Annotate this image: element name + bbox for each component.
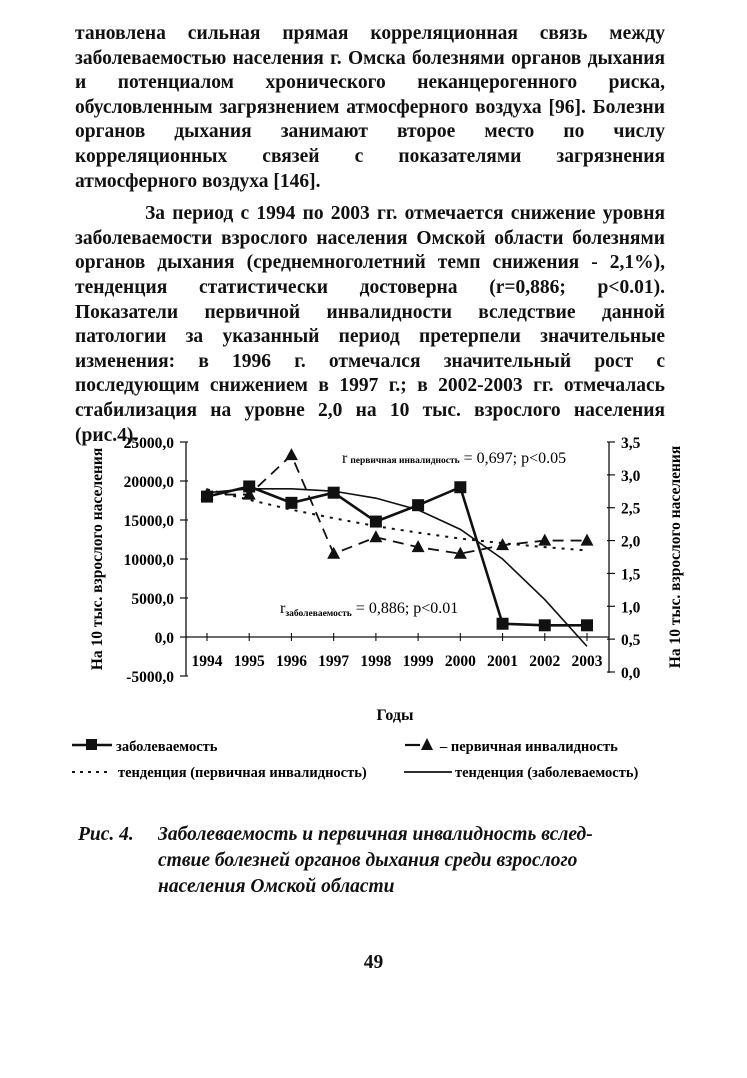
- morbidity-point: [412, 499, 424, 511]
- annotation-r-disability: rпервичная инвалидность = 0,697; p<0.05: [342, 450, 567, 467]
- disability-point: [581, 534, 594, 546]
- figure-chart: [0, 425, 747, 820]
- x-tick-label: 1994: [191, 653, 223, 670]
- legend-trend-disability-label: тенденция (первичная инвалидность): [118, 765, 367, 781]
- disability-point: [369, 530, 382, 542]
- paragraph-2: За период с 1994 по 2003 гг. отмечается снижение уровня заболеваемости взрослого населения Омской области болезнями органов дыхания (среднемноголетний темп снижения - 2,1%), тенденция статистически достоверна (r=0,886; p<0.01). Показатели первичной инвалидности вследствие данной патологии за указанный период претерпели значительные изменения: в 1996 г. отмечался значительный рост с последующим снижением в 1997 г.; в 2002-2003 гг. отмечалась стабилизация на уровне 2,0 на 10 тыс. взрослого населения (рис.4).: [75, 203, 665, 446]
- x-tick-label: 1998: [360, 653, 392, 670]
- right-tick-label: 0,5: [621, 632, 641, 650]
- x-tick-label: 1999: [402, 653, 434, 670]
- left-tick-label: 15000,0: [123, 513, 174, 530]
- x-tick-label: 2002: [529, 653, 561, 670]
- left-tick-label: 0,0: [154, 630, 174, 647]
- y-axis-title-left: На 10 тыс. взрослого населения: [89, 447, 106, 671]
- morbidity-point: [539, 619, 551, 631]
- x-tick-label: 1997: [318, 653, 350, 670]
- right-tick-label: 3,5: [621, 435, 641, 452]
- morbidity-point: [370, 516, 382, 528]
- legend-morbidity-label: заболеваемость: [116, 739, 218, 755]
- x-tick-label: 1995: [233, 653, 265, 670]
- left-tick-label: 5000,0: [131, 591, 174, 608]
- x-tick-label: 1996: [275, 653, 307, 670]
- morbidity-point: [328, 487, 340, 499]
- morbidity-point: [454, 481, 466, 493]
- disability-point: [538, 534, 551, 546]
- right-tick-label: 2,5: [621, 500, 641, 518]
- x-tick-label: 2000: [444, 653, 476, 670]
- morbidity-point: [285, 497, 297, 509]
- right-tick-label: 1,0: [621, 599, 641, 617]
- trend-disability-line: [207, 489, 587, 550]
- x-tick-label: 2003: [571, 653, 603, 670]
- legend-morbidity-marker: [86, 739, 97, 750]
- legend-trend-morbidity-label: тенденция (заболеваемость): [455, 765, 639, 781]
- right-tick-label: 2,0: [621, 533, 641, 551]
- legend-disability-label: – первичная инвалидность: [440, 739, 618, 755]
- right-tick-label: 1,5: [621, 566, 641, 584]
- paragraph-1: тановлена сильная прямая корреляционная связь между заболеваемостью населения г. Омска болезнями органов дыхания и потенциалом хронического неканцерогенного риска, обусловленным загрязнением атмосферного воздуха [96]. Болезни органов дыхания занимают второе место по числу корреляционных связей с показателями загрязнения атмосферного воздуха [146].: [75, 23, 665, 192]
- legend-disability-marker: [421, 738, 433, 750]
- body-text: [75, 22, 665, 448]
- figure-caption: [78, 822, 668, 900]
- disability-point: [285, 448, 298, 460]
- left-tick-label: 25000,0: [123, 435, 174, 452]
- annotation-r-morbidity: rзаболеваемость = 0,886; p<0.01: [280, 600, 459, 619]
- x-axis-title: Годы: [376, 707, 414, 724]
- disability-point: [327, 547, 340, 559]
- caption-rest: ствие болезней органов дыхания среди взрослого населения Омской области: [158, 850, 578, 897]
- caption-first-line: Заболеваемость и первичная инвалидность вслед-: [158, 824, 593, 845]
- left-tick-label: 20000,0: [123, 474, 174, 491]
- caption-label: Рис. 4.: [78, 824, 134, 845]
- morbidity-point: [497, 618, 509, 630]
- right-tick-label: 0,0: [621, 665, 641, 682]
- page-number: 49: [363, 952, 384, 973]
- y-axis-title-right: На 10 тыс. взрослого населения: [667, 445, 684, 669]
- x-tick-label: 2001: [487, 653, 519, 670]
- left-tick-label: -5000,0: [126, 669, 174, 686]
- morbidity-point: [581, 619, 593, 631]
- chart-svg: [0, 425, 747, 820]
- right-tick-label: 3,0: [621, 467, 641, 485]
- left-tick-label: 10000,0: [123, 552, 174, 569]
